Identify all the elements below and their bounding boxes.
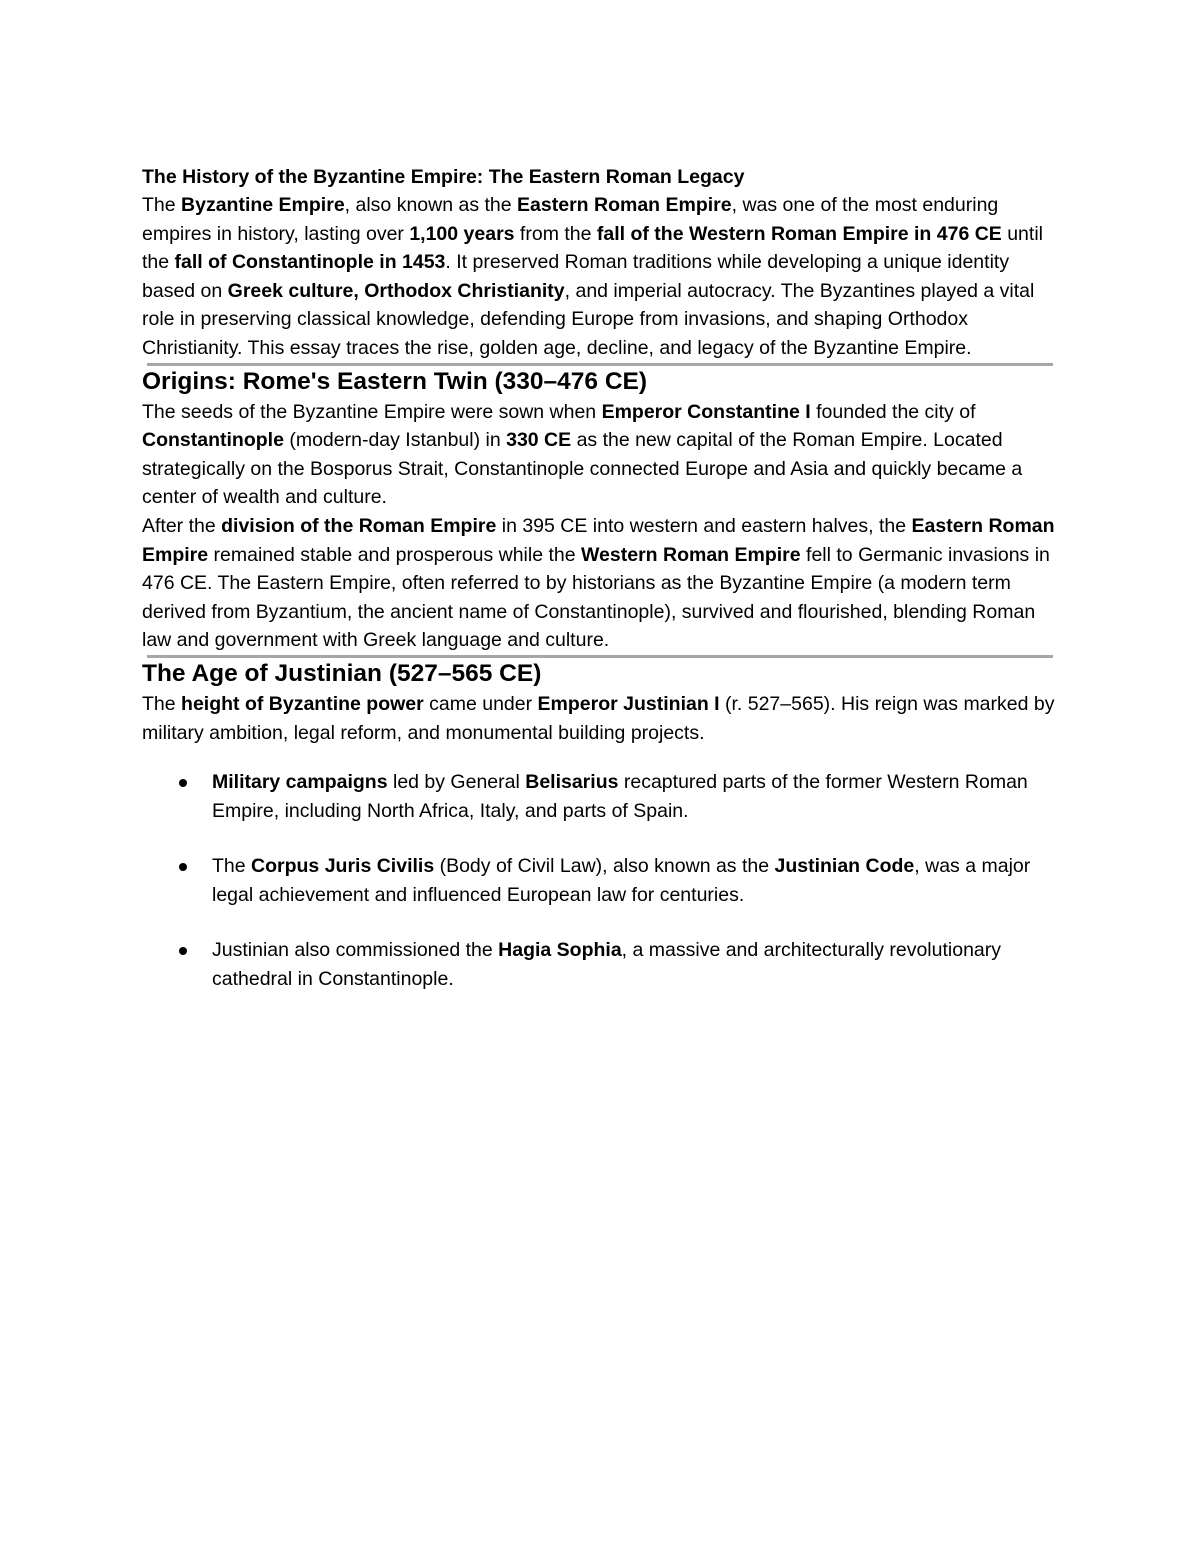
text-run: from the [514,222,597,245]
bold-text: Eastern Roman Empire [142,514,1055,566]
bold-text: Corpus Juris Civilis [251,855,435,878]
text-run: came under [423,692,538,715]
text-run: The [212,855,252,878]
list-item [142,768,1062,825]
text-run: (r. 527–565). His reign was marked by military ambition, legal reform, and monumental building projects. [142,692,1055,744]
bold-text: Justinian Code [774,855,915,878]
text-run: The [142,194,182,216]
justinian-bullet-list [142,768,1062,994]
bold-text: Military campaigns [212,771,388,794]
bold-text: 330 CE [506,429,572,452]
text-run: . It preserved Roman traditions while developing a unique identity based on [142,251,1010,302]
bold-text: Byzantine Empire [181,194,345,216]
text-run: as the new capital of the Roman Empire. Located strategically on the Bosporus Strait, Constantinople connected Europe and Asia and quickly became a center of wealth and culture. [142,429,1023,509]
list-item [142,852,1062,909]
bold-text: Emperor Constantine I [601,400,811,423]
text-run: fell to Germanic invasions in 476 CE. The Eastern Empire, often referred to by historians as the Byzantine Empire (a modern term derived from Byzantium, the ancient name of Constantinople), survived and flourished, blending Roman law and government with Greek language and culture. [142,543,1050,652]
bullet-icon [179,947,187,955]
justinian-paragraph-1 [142,690,1062,747]
document-title: The History of the Byzantine Empire: The Eastern Roman Legacy [142,166,745,188]
list-item-text [212,855,1030,906]
text-run: After the [142,514,222,537]
text-run: , a massive and architecturally revolutionary cathedral in Constantinople. [212,939,1002,991]
section-heading-justinian: The Age of Justinian (527–565 CE) [142,659,542,687]
bold-text: Eastern Roman Empire [517,194,732,216]
text-run: , was one of the most enduring empires in history, lasting over [142,194,999,245]
text-run: founded the city of [810,400,976,423]
section-heading-origins: Origins: Rome's Eastern Twin (330–476 CE) [142,367,648,395]
origins-paragraph-2 [142,512,1062,655]
text-run: , was a major legal achievement and influenced European law for centuries. [212,855,1031,906]
text-run: (modern-day Istanbul) in [283,429,507,452]
text-run: remained stable and prosperous while the [208,543,581,566]
text-run: until the [142,222,1043,274]
bold-text: Hagia Sophia [498,939,622,962]
list-item-text [212,771,1028,822]
text-run: led by General [387,771,526,794]
bold-text: Emperor Justinian I [537,692,720,715]
bold-text: Belisarius [525,771,619,794]
bullet-icon [179,863,187,871]
bold-text: fall of the Western Roman Empire in 476 CE [596,222,1002,245]
text-run: recaptured parts of the former Western Roman Empire, including North Africa, Italy, and parts of Spain. [212,771,1028,822]
text-run: The [142,692,182,715]
text-run: (Body of Civil Law), also known as the [434,855,775,878]
bold-text: fall of Constantinople in 1453 [174,251,446,274]
bold-text: 1,100 years [409,222,515,245]
text-run: The seeds of the Byzantine Empire were sown when [142,400,602,423]
document-body [142,163,1062,1021]
bold-text: division of the Roman Empire [221,514,497,537]
text-run: Justinian also commissioned the [212,939,499,962]
bold-text: Western Roman Empire [581,543,801,566]
bold-text: height of Byzantine power [181,692,424,715]
intro-paragraph [142,191,1062,363]
origins-paragraph-1 [142,398,1062,512]
bold-text: Greek culture, Orthodox Christianity [227,279,565,302]
list-item [142,936,1062,993]
text-run: , also known as the [344,194,518,216]
bullet-icon [179,779,187,787]
list-item-text [212,939,1001,990]
text-run: , and imperial autocracy. The Byzantines played a vital role in preserving classical knowledge, defending Europe from invasions, and shaping Orthodox Christianity. This essay traces the rise, golden age, decline, and legacy of the Byzantine Empire. [142,279,1035,359]
text-run: in 395 CE into western and eastern halves, the [496,514,912,537]
bold-text: Constantinople [142,429,284,452]
